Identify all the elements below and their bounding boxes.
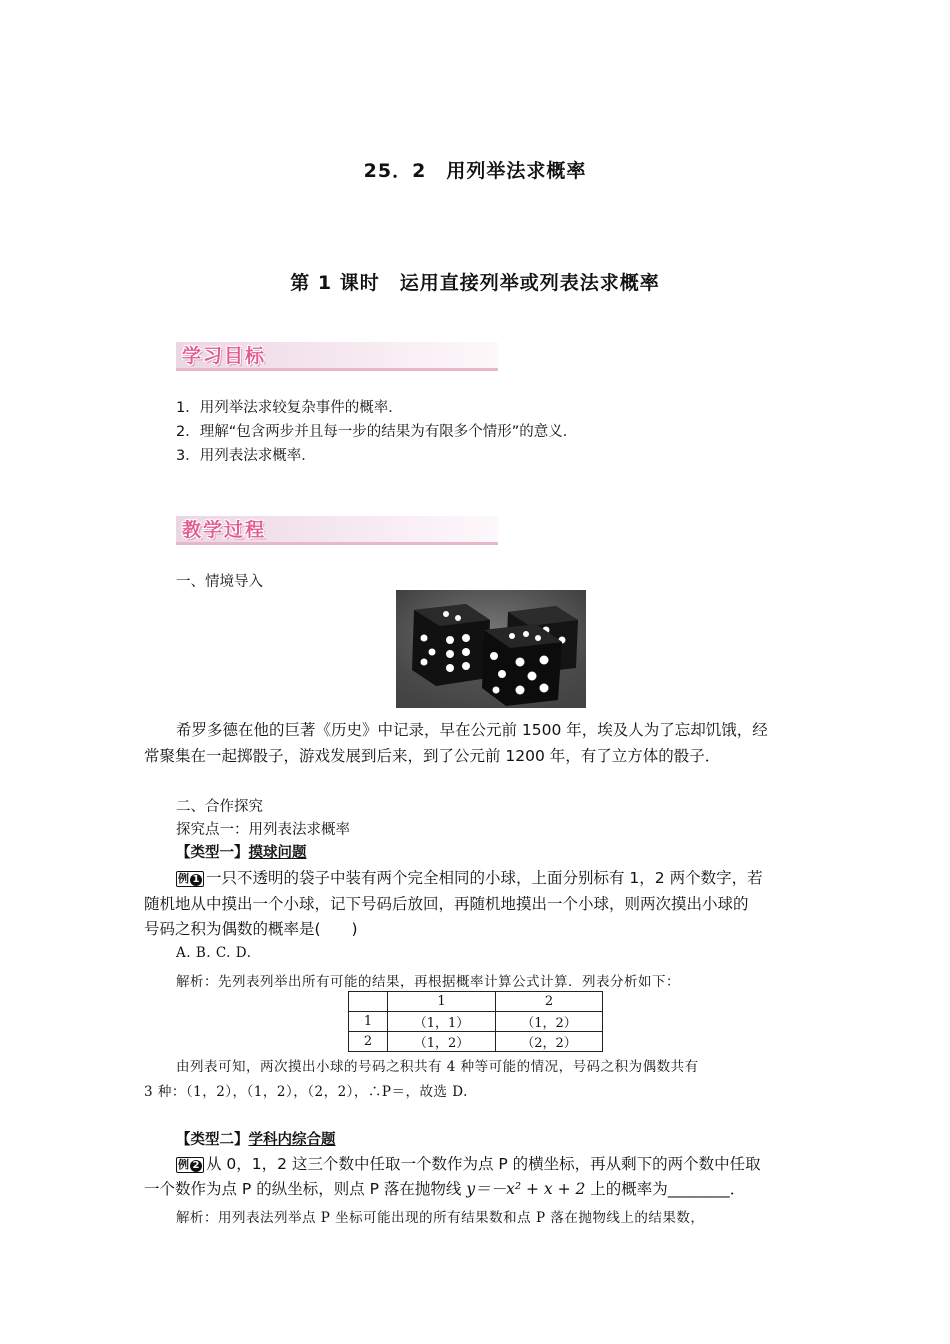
example-1-badge: 例 1: [176, 871, 204, 887]
table-row: [349, 1032, 603, 1052]
table-cell: [349, 992, 388, 1012]
table-header-cell: 2: [496, 992, 603, 1012]
section-heading-cooperation: 二、合作探究: [176, 799, 263, 815]
table-header-cell: 1: [388, 992, 496, 1012]
type-1-heading: [176, 843, 307, 863]
example-1-conclusion-line-1: 由列表可知，两次摸出小球的号码之积共有 4 种等可能的情况，号码之积为偶数共有: [176, 1059, 699, 1075]
table-row: [349, 1012, 603, 1032]
intro-paragraph-line-1: 希罗多德在他的巨著《历史》中记录，早在公元前 1500 年，埃及人为了忘却饥饿，经: [176, 721, 768, 739]
goal-item-3: 3．用列表法求概率．: [176, 448, 316, 464]
example-1-options: A. B. C. D.: [176, 945, 252, 961]
goal-item-1: 1．用列举法求较复杂事件的概率．: [176, 400, 403, 416]
example-2-analysis: 解析：用列表法列举点 P 坐标可能出现的所有结果数和点 P 落在抛物线上的结果数，: [176, 1210, 705, 1226]
table-header-row: [349, 992, 603, 1012]
learning-goals-banner: [176, 342, 498, 371]
example-1-analysis: 解析：先列表列举出所有可能的结果，再根据概率计算公式计算．列表分析如下：: [176, 974, 680, 990]
exploration-point-1: 探究点一：用列表法求概率: [176, 822, 350, 838]
dice-front: [482, 624, 562, 706]
teaching-process-banner: [176, 516, 498, 545]
table-cell: （1，1）: [388, 1012, 496, 1032]
parabola-formula: y＝－x² + x + 2: [466, 1180, 586, 1198]
type-2-prefix: 【类型二】: [176, 1132, 249, 1148]
table-row-header: 2: [349, 1032, 388, 1052]
type-2-heading: [176, 1130, 336, 1150]
type-1-name: 摸球问题: [248, 845, 307, 861]
dice-back-left: [412, 604, 490, 686]
table-cell: （2，2）: [496, 1032, 603, 1052]
type-1-prefix: 【类型一】: [176, 845, 249, 861]
example-1-line-2: 随机地从中摸出一个小球，记下号码后放回，再随机地摸出一个小球，则两次摸出小球的: [144, 895, 749, 913]
example-1-line-1: 例 1 一只不透明的袋子中装有两个完全相同的小球，上面分别标有 1，2 两个数字，若: [178, 869, 763, 887]
example-1-line-3: 号码之积为偶数的概率是( ): [144, 920, 358, 938]
example-1-conclusion-line-2: 3 种：（1，2），（1，2），（2，2），∴P＝，故选 D.: [144, 1084, 468, 1100]
dice-photo: [396, 590, 586, 708]
section-heading-intro: 一、情境导入: [176, 574, 263, 590]
teaching-process-banner-text: 教学过程: [182, 519, 267, 541]
table-cell: （1，2）: [496, 1012, 603, 1032]
table-cell: （1，2）: [388, 1032, 496, 1052]
learning-goals-banner-text: 学习目标: [182, 345, 267, 367]
section-title: 25．2 用列举法求概率: [363, 160, 587, 182]
goal-item-2: 2．理解“包含两步并且每一步的结果为有限多个情形”的意义．: [176, 424, 578, 440]
probability-table: [348, 991, 603, 1052]
intro-paragraph-line-2: 常聚集在一起掷骰子，游戏发展到后来，到了公元前 1200 年，有了立方体的骰子．: [144, 747, 721, 765]
example-2-line-2: 一个数作为点 P 的纵坐标，则点 P 落在抛物线 y＝－x² + x + 2 上的概率为________．: [144, 1180, 746, 1198]
type-2-name: 学科内综合题: [248, 1132, 336, 1148]
example-2-badge: 例 2: [176, 1157, 204, 1173]
table-row-header: 1: [349, 1012, 388, 1032]
lesson-title: 第 1 课时 运用直接列举或列表法求概率: [290, 272, 660, 294]
example-2-line-1: 例 2 从 0，1，2 这三个数中任取一个数作为点 P 的横坐标，再从剩下的两个数中任取: [178, 1155, 761, 1173]
